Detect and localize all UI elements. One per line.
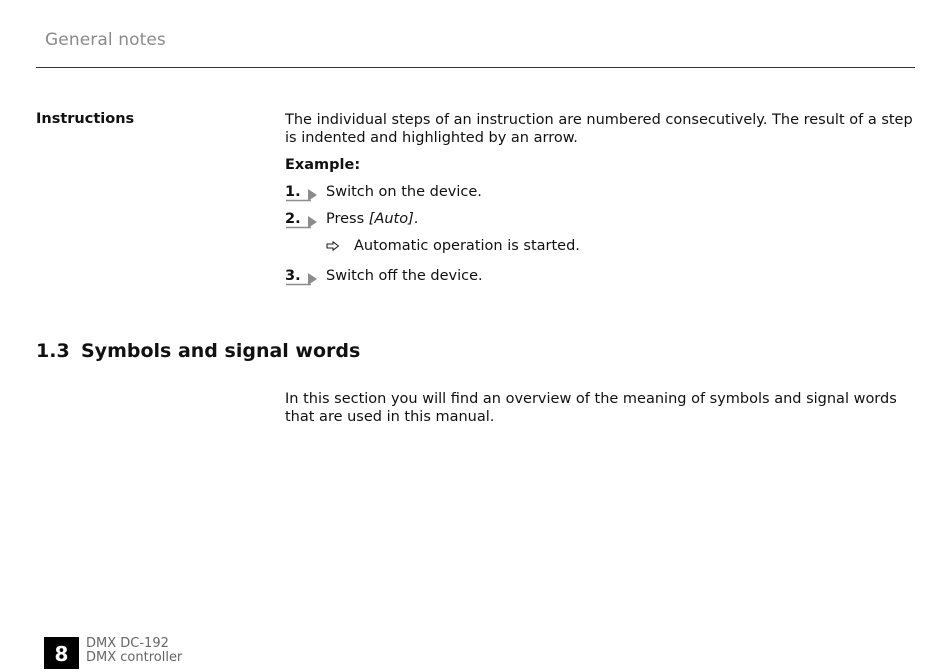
header-divider (36, 67, 915, 68)
page-number-badge: 8 (44, 637, 79, 669)
section-description: In this section you will find an overview of the meaning of symbols and signal words that are used in this manual. (285, 391, 897, 425)
step-arrow-icon (285, 215, 319, 229)
section-number: 1.3 (36, 340, 70, 362)
step-number: 1. (285, 184, 301, 200)
key-label: [Auto] (368, 211, 414, 227)
step-text: Switch off the device. (326, 268, 483, 284)
instructions-intro: The individual steps of an instruction are numbered consecutively. The result of a step is indented and highlighted by an arrow. (285, 112, 913, 146)
step-number: 2. (285, 211, 301, 227)
instructions-heading: Instructions (36, 111, 135, 127)
section-title: Symbols and signal words (81, 340, 361, 362)
step-number: 3. (285, 268, 301, 284)
result-text: Automatic operation is started. (354, 238, 580, 254)
step-text: Switch on the device. (326, 184, 482, 200)
example-label: Example: (285, 157, 361, 173)
step-text-prefix: Press (326, 211, 369, 227)
footer-model: DMX DC-192 (86, 636, 169, 651)
outline-arrow-right-icon (326, 241, 340, 251)
step-arrow-icon (285, 188, 319, 202)
section-heading (36, 340, 360, 362)
footer-product: DMX controller (86, 650, 183, 665)
step-text-suffix: . (413, 211, 419, 227)
header-title: General notes (45, 30, 166, 50)
step-arrow-icon (285, 272, 319, 286)
step-text (326, 210, 418, 228)
